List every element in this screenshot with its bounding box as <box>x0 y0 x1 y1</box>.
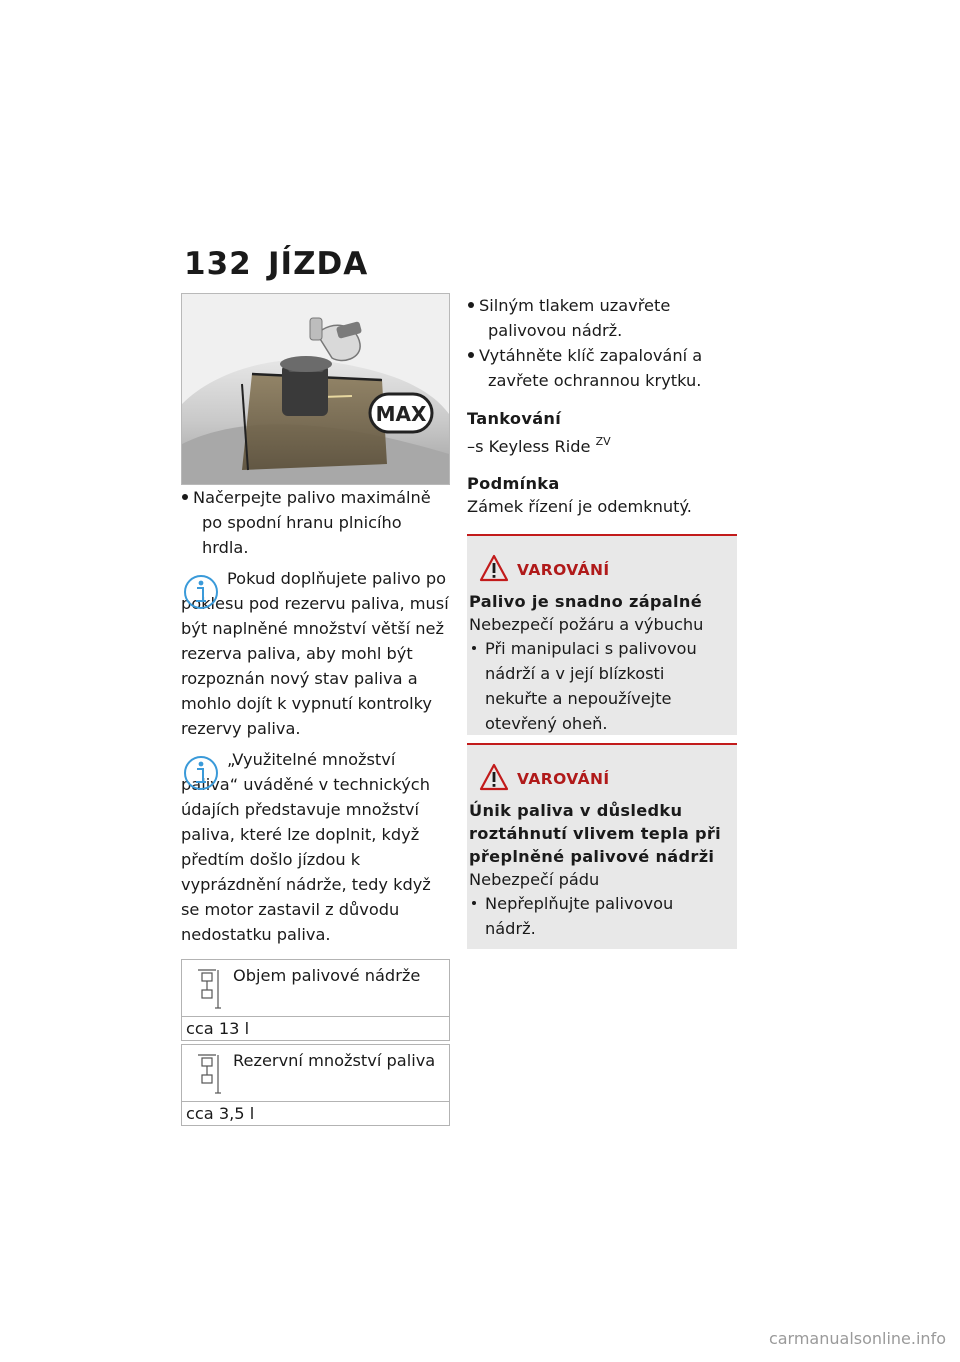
tech-data-fuel-tank-capacity <box>181 959 450 1041</box>
info-note-2 <box>181 747 450 947</box>
warning-box-1 <box>467 534 737 735</box>
tech-data-icon <box>196 1051 222 1097</box>
warning-title: VAROVÁNÍ <box>517 770 610 788</box>
tech-data-fuel-reserve <box>181 1044 450 1126</box>
warning-line: Nebezpečí pádu <box>469 870 600 889</box>
section-title: JÍZDA <box>268 246 369 282</box>
info-note-text: „Využitelné množství paliva“ uváděné v technických údajích představuje množství paliva, které lze doplnit, když předtím došlo jízdou k vyprázdnění nádrže, tedy když se motor zastavil z důvodu nedostatku paliva. <box>181 750 431 944</box>
left-column <box>181 293 450 1126</box>
tech-data-icon <box>196 966 222 1012</box>
warning-triangle-icon <box>479 763 509 791</box>
warning-title: VAROVÁNÍ <box>517 561 610 579</box>
podminka-line: Zámek řízení je odemknutý. <box>467 497 692 516</box>
list-item: Vytáhněte klíč zapalování a zavřete ochrannou krytku. <box>467 343 737 393</box>
info-icon <box>181 751 221 795</box>
left-bullet-list <box>181 485 450 560</box>
list-item: Nepřeplňujte palivovou nádrž. <box>469 891 729 941</box>
fuel-tank-image <box>182 294 449 484</box>
right-column <box>467 293 737 949</box>
right-bullet-list <box>467 293 737 393</box>
info-note-1 <box>181 566 450 741</box>
warning-triangle-icon <box>479 554 509 582</box>
watermark: carmanualsonline.info <box>768 1329 946 1348</box>
list-item: Načerpejte palivo maximálně po spodní hranu plnicího hrdla. <box>181 485 450 560</box>
zv-superscript: ZV <box>595 435 611 448</box>
warning-heading: Palivo je snadno zápalné <box>469 592 702 611</box>
list-item: Při manipulaci s palivovou nádrží a v její blízkosti nekuřte a nepoužívejte otevřený oheň. <box>469 636 729 736</box>
warning-line: Nebezpečí požáru a výbuchu <box>469 615 704 634</box>
warning-box-2 <box>467 743 737 949</box>
tankovani-line: –s Keyless Ride $^{ZV}$ <box>467 435 611 456</box>
page-number: 132 <box>184 246 252 282</box>
tankovani-heading: Tankování <box>467 409 562 428</box>
tech-data-label: Rezervní množství paliva <box>233 1051 436 1070</box>
tech-data-label: Objem palivové nádrže <box>233 966 421 985</box>
info-note-text: Pokud doplňujete palivo po poklesu pod rezervu paliva, musí být naplněné množství větší než rezerva paliva, aby mohl být rozpoznán nový stav paliva a mohlo dojít k vypnutí kontrolky rezervy paliva. <box>181 569 449 738</box>
tankovani-section <box>467 407 737 458</box>
max-badge-label: MAX <box>375 402 427 426</box>
info-icon <box>181 570 221 614</box>
warning-heading: Únik paliva v důsledku roztáhnutí vlivem tepla při přeplněné palivové nádrži <box>469 801 721 866</box>
fuel-filler-illustration <box>181 293 450 485</box>
podminka-heading: Podmínka <box>467 474 560 493</box>
podminka-section <box>467 472 737 518</box>
list-item: Silným tlakem uzavřete palivovou nádrž. <box>467 293 737 343</box>
tech-data-value: cca 13 l <box>186 1019 250 1038</box>
tech-data-value: cca 3,5 l <box>186 1104 255 1123</box>
max-badge <box>370 394 432 432</box>
